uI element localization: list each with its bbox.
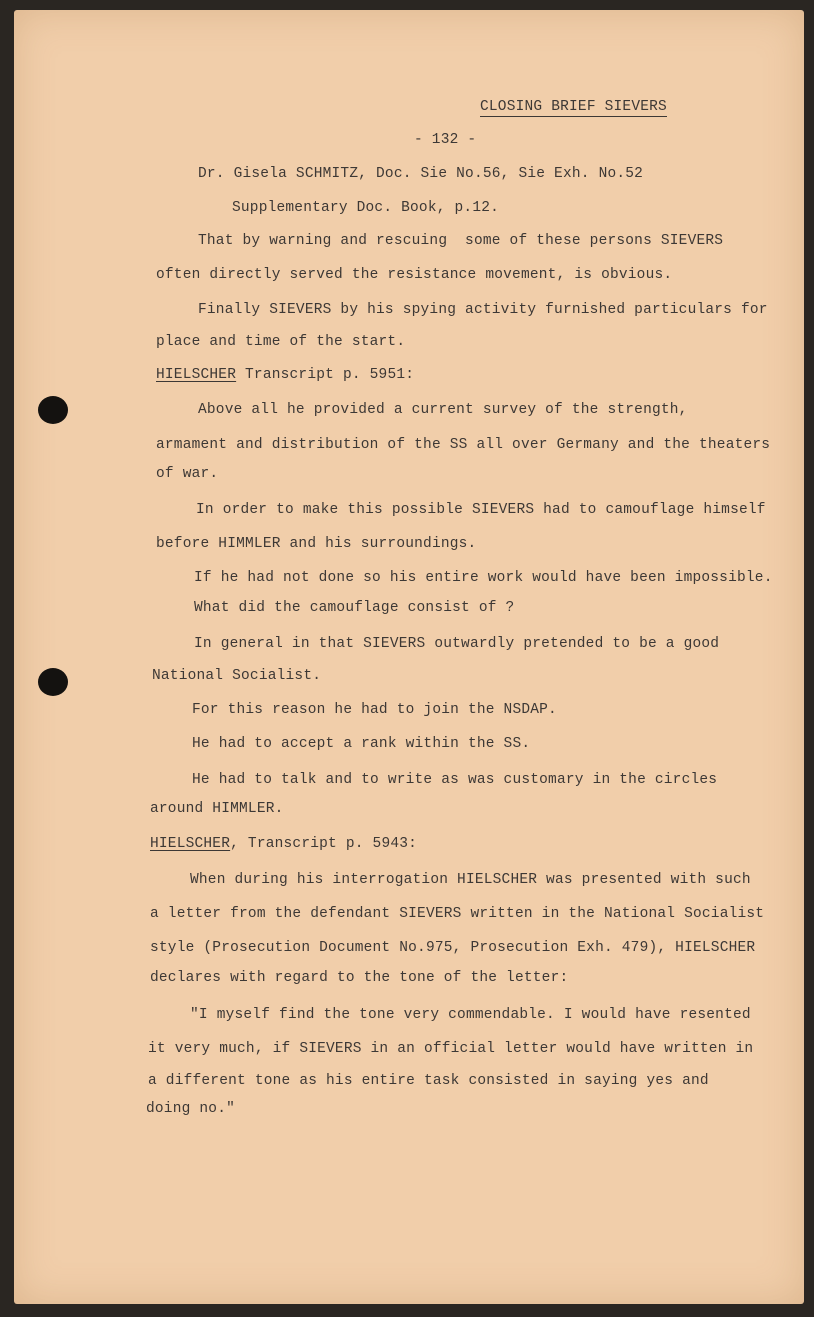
punch-hole bbox=[38, 668, 68, 696]
text-line: In order to make this possible SIEVERS had to camouflage himself bbox=[196, 502, 766, 518]
text-line: before HIMMLER and his surroundings. bbox=[156, 536, 477, 552]
text-line: National Socialist. bbox=[152, 668, 322, 684]
text-line: "I myself find the tone very commendable. I would have resented bbox=[190, 1007, 751, 1023]
text-line: For this reason he had to join the NSDAP. bbox=[192, 702, 557, 718]
text-line: a different tone as his entire task consisted in saying yes and bbox=[148, 1073, 709, 1089]
text-line: it very much, if SIEVERS in an official letter would have written in bbox=[148, 1041, 754, 1057]
punch-hole bbox=[38, 396, 68, 424]
text-line: declares with regard to the tone of the letter: bbox=[150, 970, 569, 986]
text-line: He had to talk and to write as was customary in the circles bbox=[192, 772, 718, 788]
text-line: He had to accept a rank within the SS. bbox=[192, 736, 531, 752]
citation-heading: HIELSCHER, Transcript p. 5943: bbox=[150, 836, 418, 852]
citation-heading: HIELSCHER Transcript p. 5951: bbox=[156, 367, 415, 383]
page-number: - 132 - bbox=[414, 132, 477, 148]
text-line: around HIMMLER. bbox=[150, 801, 284, 817]
text-line: Supplementary Doc. Book, p.12. bbox=[232, 200, 500, 216]
text-line: doing no." bbox=[146, 1101, 236, 1117]
text-line: style (Prosecution Document No.975, Prosecution Exh. 479), HIELSCHER bbox=[150, 940, 756, 956]
text-line: a letter from the defendant SIEVERS written in the National Socialist bbox=[150, 906, 765, 922]
text-line: That by warning and rescuing some of these persons SIEVERS bbox=[198, 233, 724, 249]
text-line: often directly served the resistance movement, is obvious. bbox=[156, 267, 673, 283]
text-line: place and time of the start. bbox=[156, 334, 406, 350]
text-line: armament and distribution of the SS all over Germany and the theaters bbox=[156, 437, 771, 453]
text-line: Dr. Gisela SCHMITZ, Doc. Sie No.56, Sie Exh. No.52 bbox=[198, 166, 644, 182]
text-line: When during his interrogation HIELSCHER was presented with such bbox=[190, 872, 751, 888]
text-line: What did the camouflage consist of ? bbox=[194, 600, 515, 616]
text-line: In general in that SIEVERS outwardly pretended to be a good bbox=[194, 636, 720, 652]
text-line: If he had not done so his entire work would have been impossible. bbox=[194, 570, 773, 586]
text-line: of war. bbox=[156, 466, 219, 482]
text-line: Finally SIEVERS by his spying activity furnished particulars for bbox=[198, 302, 768, 318]
header-title: CLOSING BRIEF SIEVERS bbox=[480, 99, 667, 115]
text-line: Above all he provided a current survey of the strength, bbox=[198, 402, 688, 418]
